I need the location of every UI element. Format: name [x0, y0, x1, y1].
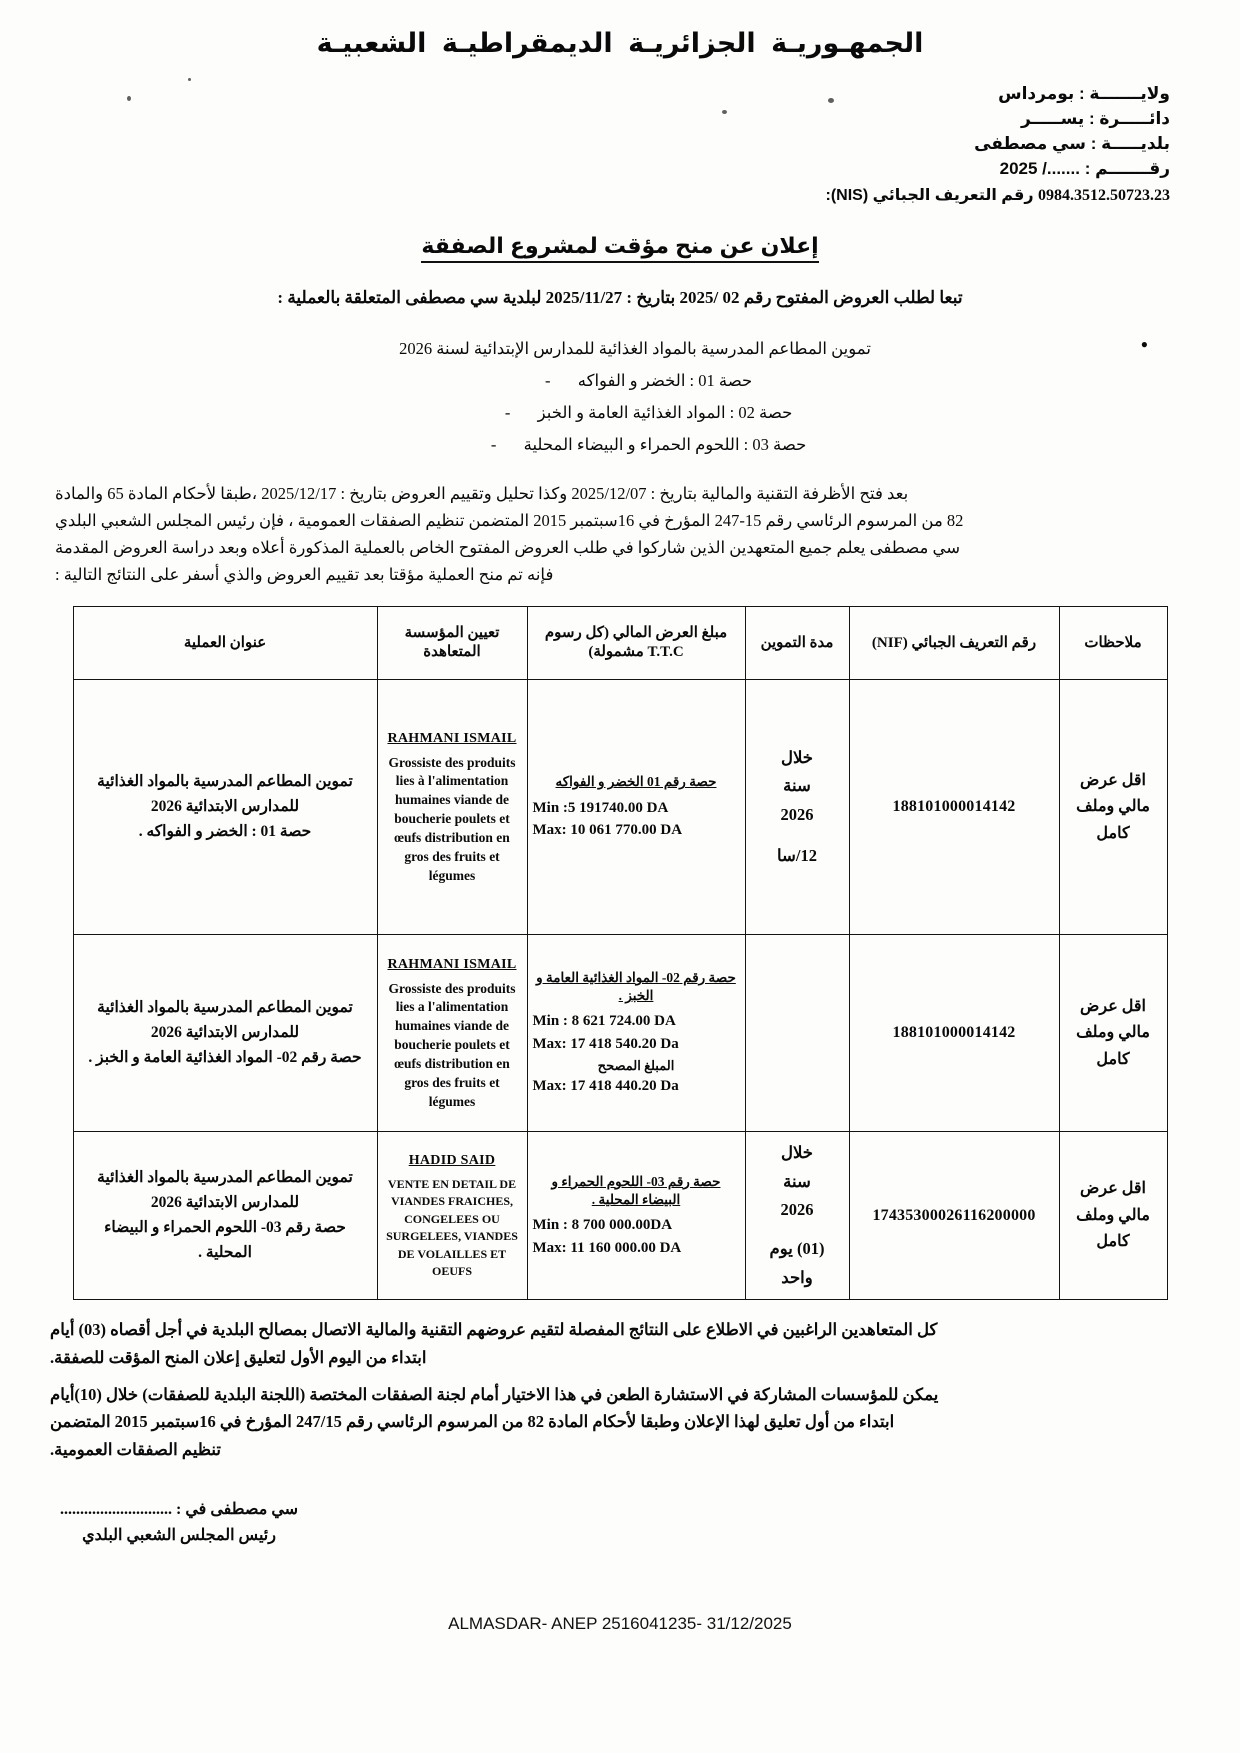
lots-lead: تموين المطاعم المدرسية بالمواد الغذائية للمدارس الإبتدائية لسنة 2026 ● [150, 333, 1120, 365]
organization-description: Grossiste des produits lies a l'alimentation humaines viande de boucherie poulets et œufs distribution en gros des fruits et légumes [388, 980, 516, 1109]
intro-line: تبعا لطلب العروض المفتوح رقم 02 /2025 بتاريخ : 2025/11/27 لبلدية سي مصطفى المتعلقة بالعملية : [277, 288, 963, 308]
body-line-1: بعد فتح الأظرفة التقنية والمالية بتاريخ : 2025/12/07 وكذا تحليل وتقييم العروض بتاريخ : 2025/12/17 ،طبقا لأحكام المادة 65 والمادة [55, 484, 909, 504]
cell-object [73, 935, 377, 1132]
organization-description: VENTE EN DETAIL DE VIANDES FRAICHES, CONGELEES OU SURGELEES, VIANDES DE VOLAILLES ET OEUFS [386, 1176, 518, 1278]
cell-notes: اقل عرض مالي وملف كامل [1059, 935, 1167, 1132]
number-label: رقـــــــم : [1084, 159, 1170, 179]
baladia-line [0, 131, 1170, 156]
object-line: للمدارس الابتدائية 2026 [150, 797, 300, 815]
object-line: تموين المطاعم المدرسية بالمواد الغذائية [97, 773, 353, 791]
duration-line: 12/سا [777, 846, 817, 866]
footer-paragraph-2 [50, 1381, 1190, 1463]
organization-name: RAHMANI ISMAIL [387, 956, 517, 972]
amount-lot-label: حصة رقم 03- اللحوم الحمراء و البيضاء المحلية . [551, 1173, 721, 1208]
lot-label-1: حصة 01 : الخضر و الفواكه [577, 370, 753, 390]
organization-name: RAHMANI ISMAIL [387, 730, 517, 746]
duration-line: واحد [781, 1268, 813, 1288]
page-title [0, 233, 1240, 259]
scan-speck [828, 98, 834, 103]
amount-min: Min : 8 621 724.00 DA [532, 1013, 676, 1030]
republic-header: الجمهـوريـة الجزائريـة الديمقراطيـة الشعبيـة [316, 28, 924, 58]
cell-notes: اقل عرض مالي وملف كامل [1059, 680, 1167, 935]
header-notes: ملاحظات [1059, 607, 1167, 680]
duration-line: 2026 [780, 1200, 814, 1220]
baladia-value: سي مصطفى [974, 134, 1086, 154]
cell-organization [377, 680, 527, 935]
daira-line [0, 106, 1170, 131]
baladia-label: بلديـــــة : [1090, 134, 1170, 154]
duration-line: سنة [783, 1171, 811, 1191]
object-line: للمدارس الابتدائية 2026 [150, 1023, 300, 1041]
scan-speck [188, 78, 191, 81]
cell-nif: 188101000014142 [849, 935, 1059, 1132]
table-row [73, 935, 1167, 1132]
object-line: حصة 01 : الخضر و الفواكه . [138, 822, 312, 840]
amount-correction-label: المبلغ المصحح [597, 1058, 675, 1073]
nis-line [0, 184, 1170, 208]
header-nif [849, 607, 1059, 680]
cell-organization [377, 1132, 527, 1300]
lot-item-1 [150, 365, 1120, 397]
signature-area [60, 1497, 298, 1548]
footer-p2-line3: تنظيم الصفقات العمومية. [50, 1439, 221, 1459]
signature-place: سي مصطفى في : ............................ [60, 1501, 299, 1519]
lot-label-2: حصة 02 : المواد الغذائية العامة و الخبز [537, 403, 793, 423]
object-line: المحلية . [198, 1243, 252, 1261]
duration-line: سنة [783, 776, 811, 796]
duration-line: 2026 [780, 805, 814, 825]
header-amount: مبلغ العرض المالي (كل رسوم T.T.C مشمولة) [527, 607, 745, 680]
cell-organization [377, 935, 527, 1132]
footer-p2-line2: ابتداء من أول تعليق لهذا الإعلان وطبقا لأحكام المادة 82 من المرسوم الرئاسي رقم 247/15 المؤرخ في 16سبتمبر 2015 المتضمن [50, 1412, 895, 1432]
lot-item-3 [150, 429, 1120, 461]
header-object: عنوان العملية [73, 607, 377, 680]
amount-lot-label: حصة رقم 01 الخضر و الفواكه [555, 774, 717, 790]
amount-corrected: Max: 17 418 440.20 Da [532, 1078, 679, 1095]
lot-dash-2: - [504, 403, 511, 423]
footer-paragraph-1 [50, 1316, 1190, 1371]
lot-label-3: حصة 03 : اللحوم الحمراء و البيضاء المحلية [523, 435, 807, 455]
object-line: تموين المطاعم المدرسية بالمواد الغذائية [97, 1169, 353, 1187]
nis-label: رقم التعريف الجبائي (NIS): [825, 186, 1034, 204]
scan-speck [722, 110, 727, 114]
wilaya-label: ولايـــــــة : [1079, 84, 1170, 103]
header-duration: مدة التموين [745, 607, 849, 680]
amount-lot-label: حصة رقم 02- المواد الغذائية العامة و الخبز . [536, 969, 736, 1004]
footer-p2-line1: يمكن للمؤسسات المشاركة في الاستشارة الطعن في هذا الاختيار أمام لجنة الصفقات المختصة (اللجنة البلدية للصفقات) خلال (10)أيام [50, 1385, 939, 1405]
page-title-text: إعلان عن منح مؤقت لمشروع الصفقة [421, 233, 818, 263]
duration-line: خلال [780, 1142, 814, 1162]
amount-max: Max: 10 061 770.00 DA [532, 821, 683, 838]
table-row [73, 680, 1167, 935]
anep-reference: ALMASDAR- ANEP 2516041235- 31/12/2025 [448, 1614, 792, 1633]
nis-value: 0984.3512.50723.23 [1038, 186, 1170, 204]
duration-line: (01) يوم [769, 1239, 825, 1259]
object-line: تموين المطاعم المدرسية بالمواد الغذائية [97, 999, 353, 1017]
amount-max: Max: 11 160 000.00 DA [532, 1239, 682, 1256]
cell-amount [527, 680, 745, 935]
footer-p1-line1: كل المتعاهدين الراغبين في الاطلاع على النتائج المفصلة لتقيم عروضهم التقنية والمالية الاتصال بمصالح البلدية في أجل أقصاه (03) أيام [50, 1320, 938, 1340]
body-paragraph [55, 481, 1185, 588]
cell-object [73, 1132, 377, 1300]
object-line: حصة رقم 03- اللحوم الحمراء و البيضاء [104, 1218, 346, 1236]
daira-value: يســـــر [1020, 109, 1085, 129]
object-line: للمدارس الابتدائية 2026 [150, 1194, 300, 1212]
body-line-3: سي مصطفى يعلم جميع المتعهدين الذين شاركوا في طلب العروض المفتوح الخاص بالعملية المذكورة أعلاه وبعد دراسة العروض المقدمة [55, 537, 961, 557]
lots-list [150, 333, 1120, 462]
results-table [73, 606, 1168, 1300]
amount-max: Max: 17 418 540.20 Da [532, 1035, 679, 1052]
cell-notes: اقل عرض مالي وملف كامل [1059, 1132, 1167, 1300]
footer-p1-line2: ابتداء من اليوم الأول لتعليق إعلان المنح المؤقت للصفقة. [50, 1347, 427, 1367]
header-organization: تعيين المؤسسة المتعاهدة [377, 607, 527, 680]
scan-speck [127, 96, 131, 101]
wilaya-value: بومرداس [998, 84, 1075, 103]
wilaya-line [0, 81, 1170, 106]
daira-label: دائـــــرة : [1089, 109, 1170, 129]
amount-min: Min : 8 700 000.00DA [532, 1217, 673, 1234]
cell-amount [527, 1132, 745, 1300]
cell-duration [745, 1132, 849, 1300]
number-value: ......./ 2025 [999, 159, 1080, 179]
header-nif-text: رقم التعريف الجبائي (NIF) [871, 634, 1037, 651]
cell-duration [745, 680, 849, 935]
body-line-4: فإنه تم منح العملية مؤقتا بعد تقييم العروض والذي أسفر على النتائج التالية : [55, 564, 554, 584]
organization-description: Grossiste des produits lies à l'alimentation humaines viande de boucherie poulets et œufs distribution en gros des fruits et légumes [388, 754, 516, 883]
table-header-row [73, 607, 1167, 680]
table-row [73, 1132, 1167, 1300]
object-line: حصة رقم 02- المواد الغذائية العامة و الخبز . [88, 1048, 362, 1066]
lot-dash-1: - [545, 370, 551, 390]
cell-object [73, 680, 377, 935]
cell-nif: 17435300026116200000 [849, 1132, 1059, 1300]
number-line [0, 156, 1170, 181]
cell-nif: 188101000014142 [849, 680, 1059, 935]
duration-line: خلال [780, 747, 814, 767]
amount-min: Min :5 191740.00 DA [532, 799, 669, 816]
body-line-2: 82 من المرسوم الرئاسي رقم 15-247 المؤرخ في 16سبتمبر 2015 المتضمن تنظيم الصفقات العمومية ، فإن رئيس المجلس الشعبي البلدي [55, 511, 964, 531]
identity-block [0, 81, 1170, 207]
cell-duration [745, 935, 849, 1132]
signature-role: رئيس المجلس الشعبي البلدي [82, 1526, 276, 1544]
signature-block [60, 1497, 1180, 1548]
lot-item-2 [150, 397, 1120, 429]
cell-amount [527, 935, 745, 1132]
organization-name: HADID SAID [408, 1153, 496, 1169]
lot-dash-3: - [490, 435, 497, 455]
